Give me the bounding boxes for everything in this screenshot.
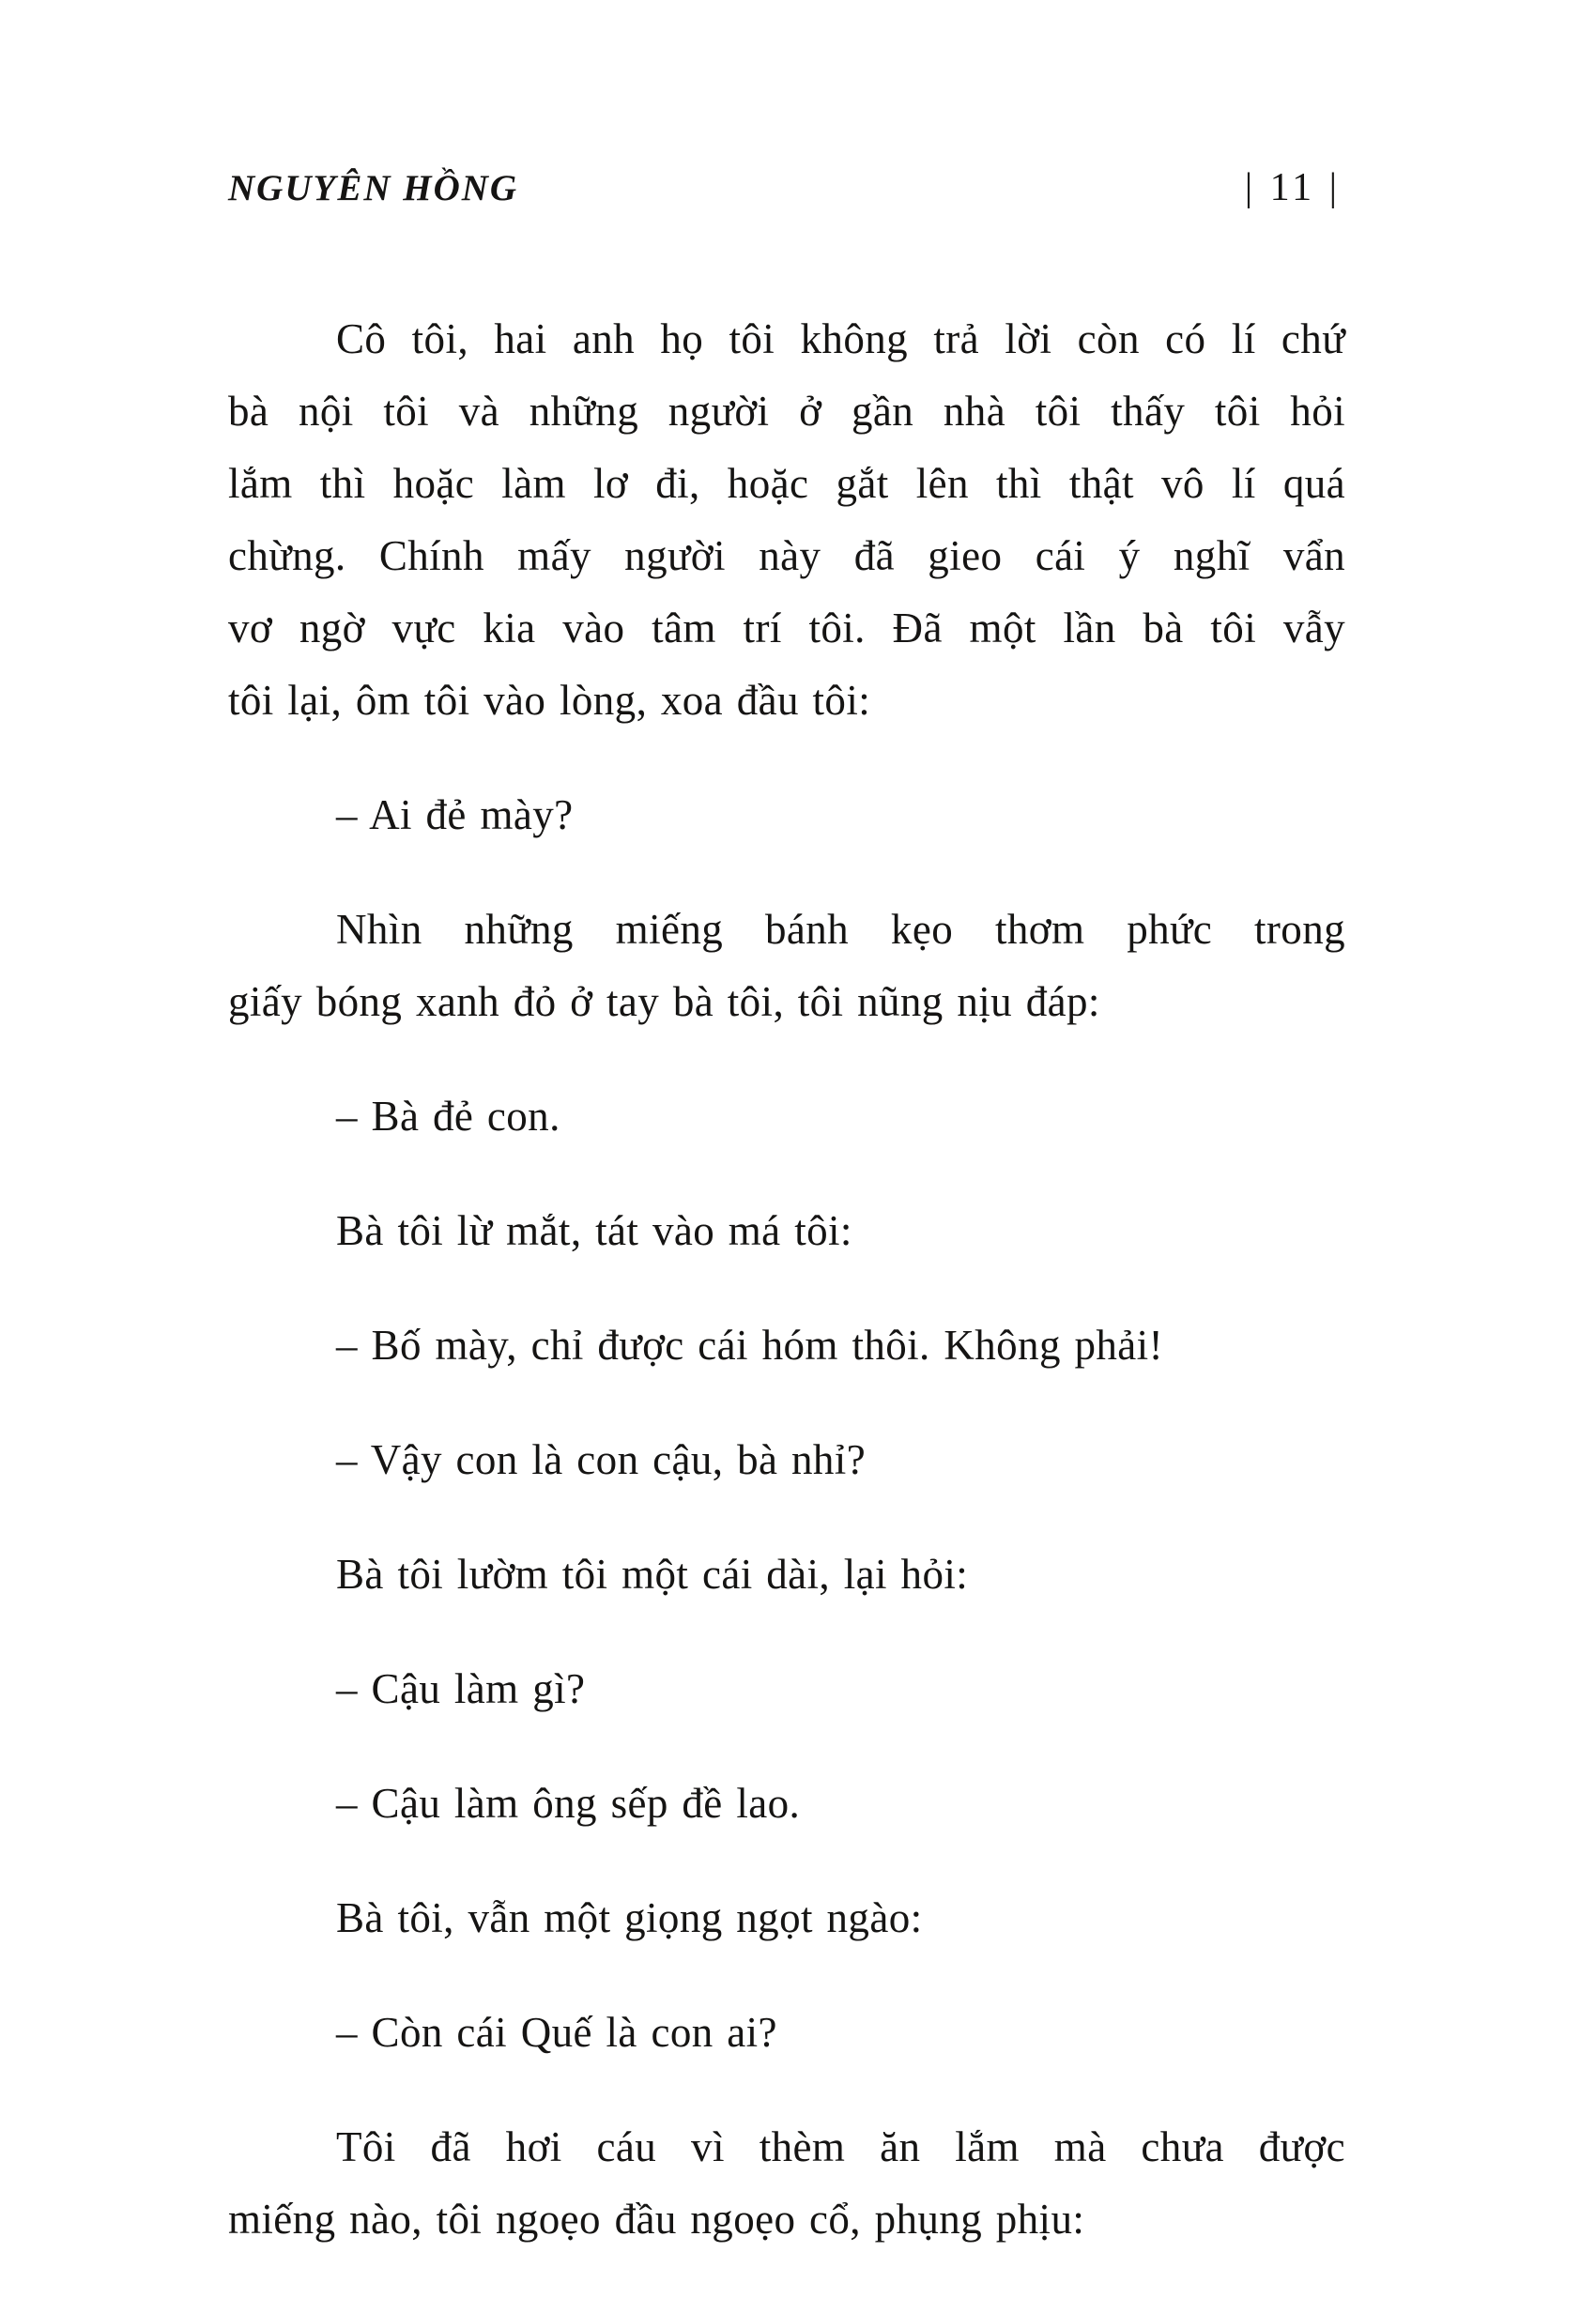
body-text bbox=[228, 293, 1345, 2298]
text-line: bà nội tôi và những người ở gần nhà tôi thấy tôi hỏi bbox=[228, 388, 1345, 435]
text-line: chừng. Chính mấy người này đã gieo cái ý nghĩ vẩn bbox=[228, 532, 1345, 579]
text-line: Tôi đã hơi cáu vì thèm ăn lắm mà chưa được bbox=[336, 2123, 1345, 2170]
text-line: Bà tôi lườm tôi một cái dài, lại hỏi: bbox=[336, 1551, 969, 1598]
text-line: – Ai đẻ mày? bbox=[336, 791, 574, 838]
text-line: – Vậy con là con cậu, bà nhỉ? bbox=[336, 1436, 867, 1483]
text-line: – Cậu làm gì? bbox=[336, 1665, 586, 1712]
text-line: giấy bóng xanh đỏ ở tay bà tôi, tôi nũng nịu đáp: bbox=[228, 978, 1100, 1025]
running-header-author: NGUYÊN HỒNG bbox=[228, 168, 519, 208]
text-line: – Còn cái Quế là con ai? bbox=[336, 2009, 777, 2056]
text-line: vơ ngờ vực kia vào tâm trí tôi. Đã một lần bà tôi vẫy bbox=[228, 605, 1345, 651]
text-line: Nhìn những miếng bánh kẹo thơm phức trong bbox=[336, 906, 1345, 953]
text-line: tôi lại, ôm tôi vào lòng, xoa đầu tôi: bbox=[228, 677, 871, 724]
page-header bbox=[228, 165, 1341, 210]
text-line: – Cậu làm ông sếp đề lao. bbox=[336, 1780, 801, 1827]
text-line: – Bố mày, chỉ được cái hóm thôi. Không phải! bbox=[336, 1322, 1163, 1369]
text-line: Bà tôi lừ mắt, tát vào má tôi: bbox=[336, 1207, 852, 1254]
text-line: – Bà đẻ con. bbox=[336, 1093, 560, 1140]
text-line: Cô tôi, hai anh họ tôi không trả lời còn có lí chứ bbox=[336, 315, 1345, 362]
text-line: miếng nào, tôi ngoẹo đầu ngoẹo cổ, phụng phịu: bbox=[228, 2196, 1085, 2243]
text-line: Bà tôi, vẫn một giọng ngọt ngào: bbox=[336, 1894, 923, 1941]
page-number: | 11 | bbox=[1244, 166, 1341, 209]
text-line: lắm thì hoặc làm lơ đi, hoặc gắt lên thì thật vô lí quá bbox=[228, 460, 1345, 507]
